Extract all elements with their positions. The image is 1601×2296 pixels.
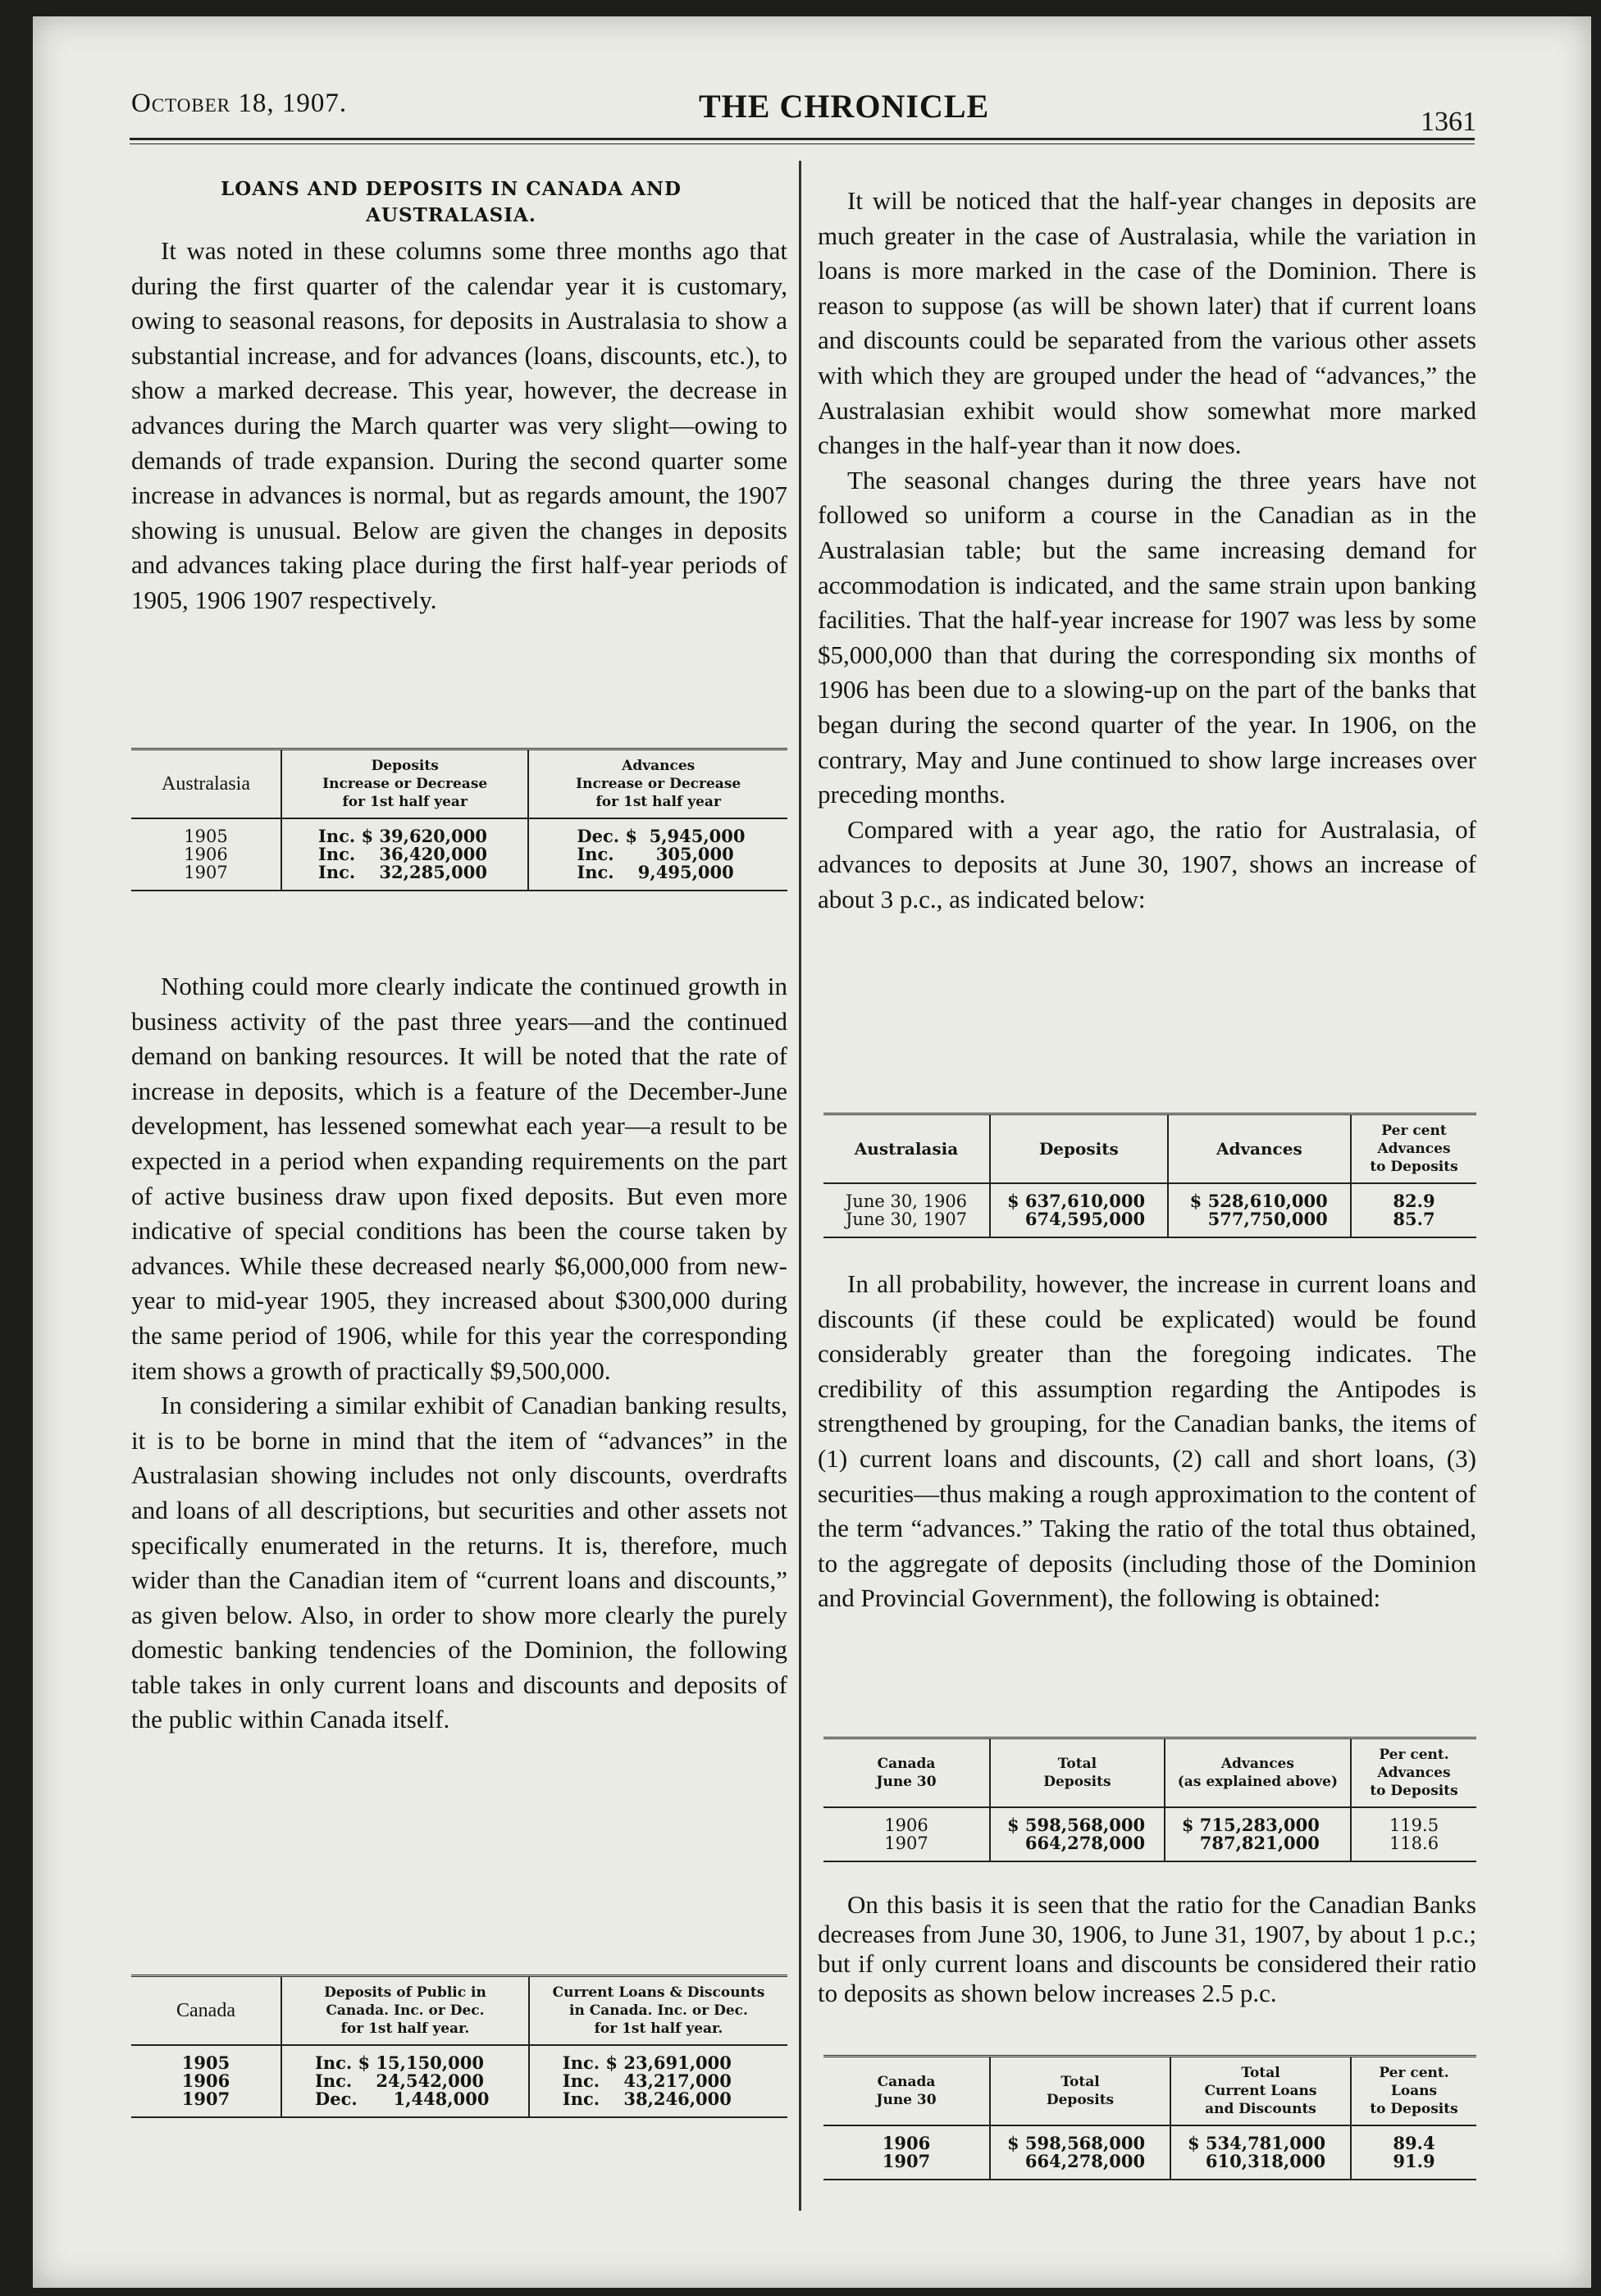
advance-value: $ 528,610,000 <box>1189 1191 1328 1211</box>
deposit-value: $ 598,568,000 <box>1007 1815 1146 1835</box>
th-advances <box>528 749 787 819</box>
advance-value: 577,750,000 <box>1189 1209 1328 1229</box>
paragraph-6: Compared with a year ago, the ratio for Australasia, of advances to deposits at June 30, 1907, shows an increase of about 3 p.c., as indicated below: <box>818 814 1476 913</box>
table-cell-years <box>131 818 281 891</box>
advance-value: Inc. 9,495,000 <box>577 862 734 882</box>
table-cell-years <box>823 2125 990 2180</box>
th-loans-1: Total <box>1241 2065 1280 2081</box>
table-cell-advances <box>1168 1183 1351 1237</box>
th-region <box>823 2057 990 2126</box>
th-advances: Advances <box>1168 1114 1351 1184</box>
paragraph-3: In considering a similar exhibit of Canadian banking results, it is to be borne in mind that the item of “advances” in the Australasian showing includes not only discounts, overdrafts and loans of all descriptions, but securities and other assets not specifically enumerated in the returns. It is, therefore, much wider than the Canadian item of “current loans and discounts,” as given below. Also, in order to show more clearly the purely domestic banking tendencies of the Dominion, the following table takes in only current loans and discounts and deposits of the public within Canada itself. <box>131 1391 787 1734</box>
table-cell-years <box>131 2045 281 2117</box>
paragraph-4: It will be noticed that the half-year changes in deposits are much greater in the case of Australasia, while the variation in loans is more marked in the case of the Dominion. There is reason to suppose (as will be shown later) that if current loans and discounts could be separated from the various other assets with which they are grouped under the head of “advances,” the Australasian exhibit would show somewhat more marked changes in the half-year than it now does. <box>818 186 1476 460</box>
percent-value: 82.9 <box>1393 1191 1435 1211</box>
table-cell-deposits <box>990 1183 1168 1237</box>
deposit-value: $ 637,610,000 <box>1007 1191 1146 1211</box>
deposit-value: Inc. $ 15,150,000 <box>315 2052 484 2073</box>
publication-title: THE CHRONICLE <box>699 88 990 125</box>
headline-line-1: LOANS AND DEPOSITS IN CANADA AND <box>221 178 682 200</box>
table-cell-deposits <box>990 1807 1165 1861</box>
deposit-value: 664,278,000 <box>1007 1833 1146 1853</box>
th-loans <box>529 1976 787 2046</box>
deposit-value: Inc. 32,285,000 <box>318 862 487 882</box>
table-cell-percent <box>1351 1807 1476 1861</box>
advance-value: Dec. $ 5,945,000 <box>577 826 746 846</box>
year-cell: 1907 <box>181 2089 230 2109</box>
year-cell: 1905 <box>181 2052 230 2073</box>
th-region-1: Canada <box>877 1756 936 1772</box>
th-advances-1: Advances <box>622 758 696 774</box>
table-australasia-ratio <box>823 1113 1476 1238</box>
percent-value: 119.5 <box>1389 1815 1439 1835</box>
th-percent <box>1351 1114 1476 1184</box>
deposit-value: 664,278,000 <box>1007 2151 1146 2171</box>
column-divider <box>799 161 801 2211</box>
article-headline <box>172 176 730 229</box>
loan-value: Inc. 38,246,000 <box>562 2089 732 2109</box>
advance-value: 787,821,000 <box>1181 1833 1320 1853</box>
th-percent-3: to Deposits <box>1370 2101 1458 2117</box>
th-deposits: Deposits <box>990 1114 1168 1184</box>
th-percent <box>1351 1738 1476 1808</box>
th-percent-1: Per cent. <box>1379 2065 1449 2081</box>
table-cell-advances <box>1165 1807 1351 1861</box>
loan-value: Inc. $ 23,691,000 <box>562 2052 732 2073</box>
date-cell: June 30, 1907 <box>845 1210 968 1229</box>
th-loans <box>1170 2057 1351 2126</box>
th-loans-1: Current Loans & Discounts <box>552 1984 765 2001</box>
advance-value: $ 715,283,000 <box>1181 1815 1320 1835</box>
th-region-2: June 30 <box>876 2092 937 2108</box>
paragraph-1: It was noted in these columns some three months ago that during the first quarter of the calendar year it is customary, owing to seasonal reasons, for deposits in Australasia to show a substantial increase, and for advances (loans, discounts, etc.), to show a marked decrease. This year, however, the decrease in advances during the March quarter was very slight—owing to demands of trade expansion. During the second quarter some increase in advances is normal, but as regards amount, the 1907 showing is unusual. Below are given the changes in deposits and advances taking place during the first half-year periods of 1905, 1906 1907 respectively. <box>131 236 787 614</box>
year-cell: 1906 <box>184 845 228 864</box>
deposit-value: 674,595,000 <box>1007 1209 1146 1229</box>
th-percent <box>1351 2057 1476 2126</box>
th-deposits-1: Total <box>1060 2074 1100 2090</box>
table-cell-dates <box>823 1183 990 1237</box>
table-canada-advances-ratio <box>823 1737 1476 1862</box>
th-region: Australasia <box>823 1114 990 1184</box>
page-number: 1361 <box>1421 107 1476 137</box>
th-percent-3: to Deposits <box>1370 1159 1458 1175</box>
date-cell: June 30, 1906 <box>845 1191 968 1211</box>
th-percent-3: to Deposits <box>1370 1783 1458 1799</box>
th-advances <box>1165 1738 1351 1808</box>
year-cell: 1907 <box>884 1834 928 1853</box>
th-deposits-3: for 1st half year <box>342 794 468 810</box>
percent-value: 85.7 <box>1393 1209 1435 1229</box>
th-percent-2: Loans <box>1390 2083 1438 2099</box>
paragraph-7: In all probability, however, the increase in current loans and discounts (if these could be explicated) would be found considerably greater than the foregoing indicates. The credibility of this assumption regarding the Antipodes is strengthened by grouping, for the Canadian banks, the items of (1) current loans and discounts, (2) call and short loans, (3) securities—thus making a rough approximation to the content of the term “advances.” Taking the ratio of the total thus obtained, to the aggregate of deposits (including those of the Dominion and Provincial Government), the following is obtained: <box>818 1269 1476 1613</box>
issue-date: October 18, 1907. <box>131 89 348 118</box>
table-cell-deposits <box>990 2125 1170 2180</box>
table-cell-loans <box>529 2045 787 2117</box>
year-cell: 1906 <box>884 1815 928 1835</box>
paragraph-5: The seasonal changes during the three years have not followed so uniform a course in the Canadian as in the Australasian table; but the same increasing demand for accommodation is indicated, and the same strain upon banking facilities. That the half-year increase for 1907 was less by some $5,000,000 than that during the corresponding six months of 1906 has been due to a slowing-up on the part of the banks that began during the second quarter of the year. In 1906, on the contrary, May and June continued to show large increases over preceding months. <box>818 465 1476 809</box>
advance-value: Inc. 305,000 <box>577 844 734 864</box>
table-cell-percent <box>1351 1183 1476 1237</box>
paragraph-4-6-block <box>818 184 1476 917</box>
percent-value: 89.4 <box>1393 2133 1435 2153</box>
table-canada-changes <box>131 1975 787 2118</box>
th-percent-2: Advances <box>1377 1765 1451 1781</box>
deposit-value: Dec. 1,448,000 <box>315 2089 490 2109</box>
th-advances-3: for 1st half year <box>595 794 721 810</box>
paragraph-7-block <box>818 1267 1476 1616</box>
year-cell: 1907 <box>882 2151 931 2171</box>
year-cell: 1905 <box>184 827 228 846</box>
header-rule <box>130 138 1475 140</box>
table-cell-years <box>823 1807 990 1861</box>
paragraph-8-block <box>818 1890 1476 2008</box>
th-loans-3: for 1st half year. <box>594 2020 723 2037</box>
th-deposits-2: Deposits <box>1043 1774 1111 1790</box>
th-region <box>823 1738 990 1808</box>
percent-value: 118.6 <box>1389 1834 1439 1853</box>
table-australasia-changes <box>131 748 787 891</box>
th-loans-2: Current Loans <box>1204 2083 1317 2099</box>
th-deposits-2: Deposits <box>1046 2092 1115 2108</box>
year-cell: 1906 <box>882 2133 931 2153</box>
th-loans-3: and Discounts <box>1205 2101 1316 2117</box>
year-cell: 1906 <box>181 2070 230 2091</box>
table-canada-loans-ratio <box>823 2055 1476 2180</box>
th-deposits-3: for 1st half year. <box>340 2020 470 2037</box>
th-deposits-1: Total <box>1057 1756 1097 1772</box>
th-deposits <box>281 749 528 819</box>
percent-value: 91.9 <box>1393 2151 1435 2171</box>
loan-value: $ 534,781,000 <box>1188 2133 1326 2153</box>
th-percent-1: Per cent. <box>1379 1747 1449 1763</box>
paragraph-2: Nothing could more clearly indicate the continued growth in business activity of the past three years—and the continued demand on banking resources. It will be noted that the rate of increase in deposits, which is a feature of the December-June development, has lessened somewhat each year—a result to be expected in a period when expanding requirements on the part of active business draw upon fixed deposits. But even more indicative of special conditions has been the course taken by advances. While these decreased nearly $6,000,000 from new-year to mid-year 1905, they increased about $300,000 during the same period of 1906, while for this year the corresponding item shows a growth of practically $9,500,000. <box>131 972 787 1385</box>
th-deposits <box>990 1738 1165 1808</box>
th-percent-1: Per cent <box>1381 1123 1447 1139</box>
th-loans-2: in Canada. Inc. or Dec. <box>568 2002 748 2019</box>
table-cell-loans <box>1170 2125 1351 2180</box>
th-region-1: Canada <box>877 2074 936 2090</box>
loan-value: 610,318,000 <box>1188 2151 1326 2171</box>
th-advances-1: Advances <box>1220 1756 1294 1772</box>
table-cell-deposits <box>281 2045 529 2117</box>
th-region: Australasia <box>131 749 281 819</box>
headline-line-2: AUSTRALASIA. <box>366 204 536 226</box>
th-deposits <box>990 2057 1170 2126</box>
th-advances-2: Increase or Decrease <box>576 776 741 792</box>
paragraph-8: On this basis it is seen that the ratio for the Canadian Banks decreases from June 30, 1906, to June 31, 1907, by about 1 p.c.; but if only current loans and discounts be considered their ratio to deposits as shown below increases 2.5 p.c. <box>818 1890 1476 2007</box>
paragraph-1-block <box>131 234 787 618</box>
paragraph-2-3-block <box>131 969 787 1738</box>
year-cell: 1907 <box>184 863 228 882</box>
table-cell-deposits <box>281 818 528 891</box>
th-deposits-2: Increase or Decrease <box>322 776 488 792</box>
deposit-value: Inc. $ 39,620,000 <box>318 826 487 846</box>
th-region: Canada <box>131 1976 281 2046</box>
th-deposits-2: Canada. Inc. or Dec. <box>326 2002 485 2019</box>
table-cell-advances <box>528 818 787 891</box>
deposit-value: Inc. 24,542,000 <box>315 2070 484 2091</box>
deposit-value: $ 598,568,000 <box>1007 2133 1146 2153</box>
th-percent-2: Advances <box>1377 1141 1451 1157</box>
deposit-value: Inc. 36,420,000 <box>318 844 487 864</box>
th-deposits-1: Deposits of Public in <box>324 1984 486 2001</box>
loan-value: Inc. 43,217,000 <box>562 2070 732 2091</box>
th-deposits <box>281 1976 529 2046</box>
th-deposits-1: Deposits <box>371 758 439 774</box>
table-cell-percent <box>1351 2125 1476 2180</box>
th-region-2: June 30 <box>876 1774 937 1790</box>
th-advances-2: (as explained above) <box>1177 1774 1339 1790</box>
